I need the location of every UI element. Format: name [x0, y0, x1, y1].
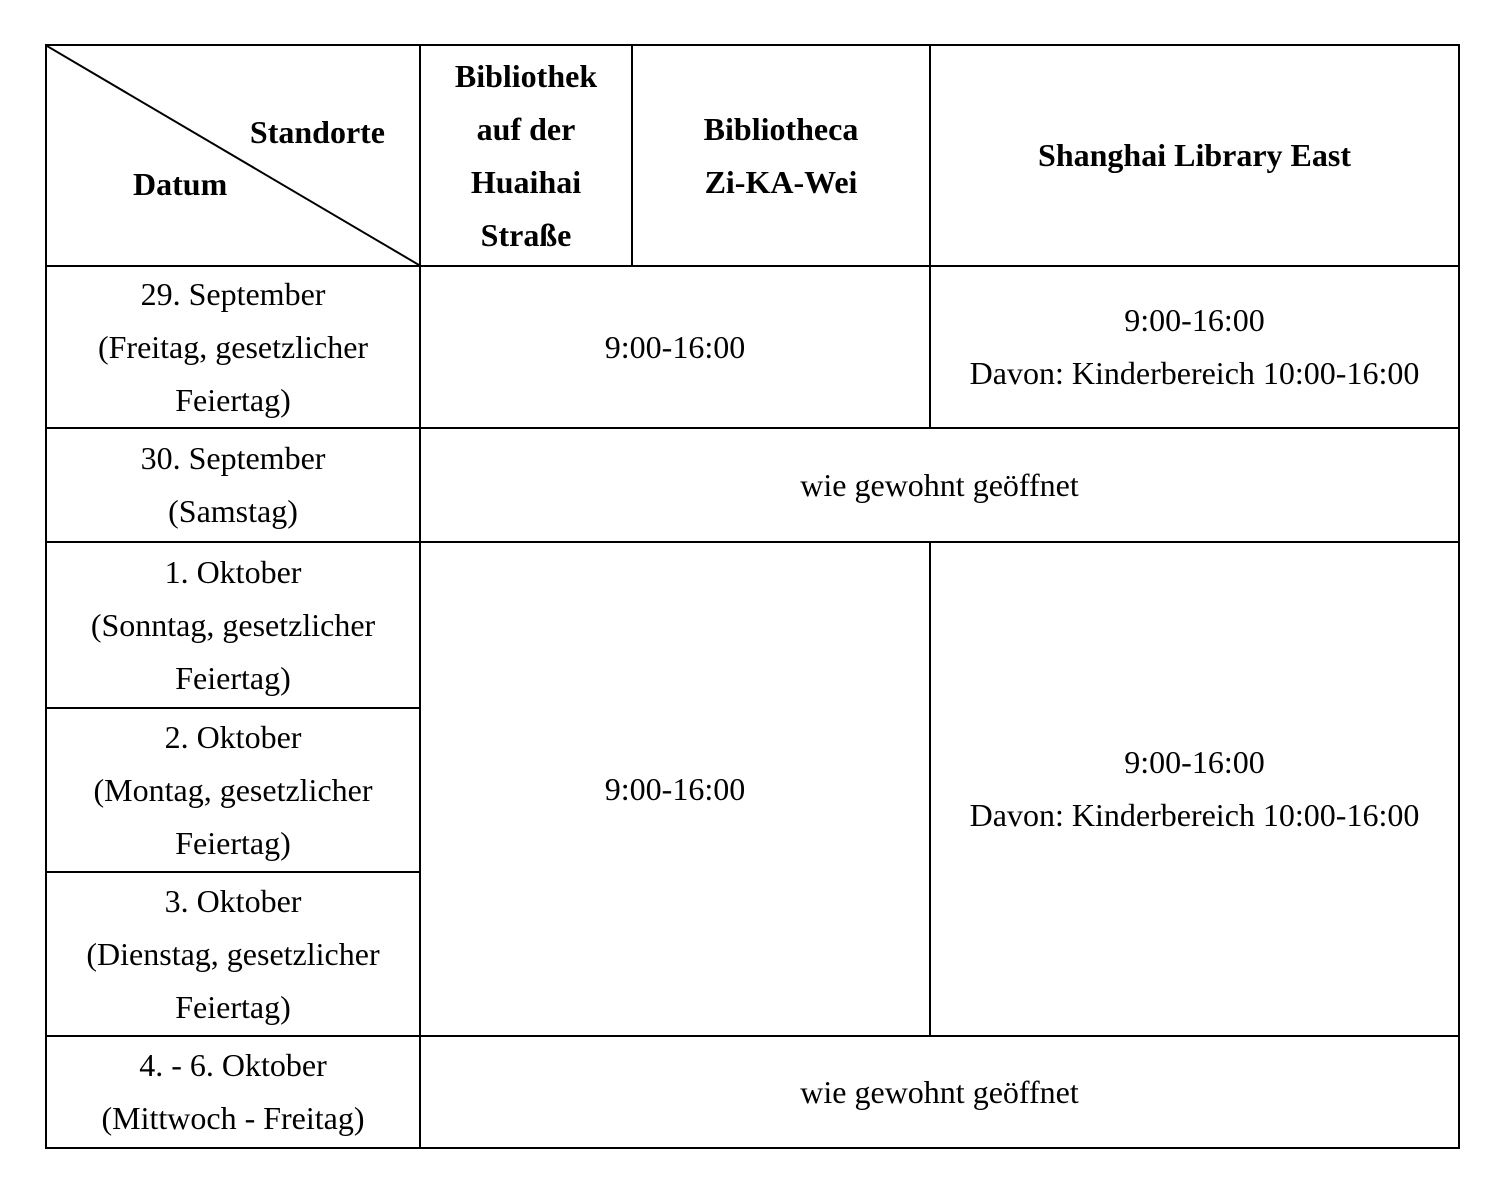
open-as-usual-cell-sep30: wie gewohnt geöffnet [420, 428, 1459, 542]
date-line: 2. Oktober [164, 718, 302, 755]
header-line: Zi-KA-Wei [704, 163, 858, 200]
hours-line: Davon: Kinderbereich 10:00-16:00 [969, 797, 1420, 833]
header-line: Straße [480, 216, 572, 253]
date-line: Feiertag) [175, 381, 291, 418]
date-line: Feiertag) [175, 824, 291, 861]
date-line: (Montag, gesetzlicher [93, 771, 373, 808]
hours-cell-east-oct1-3 [930, 542, 1459, 1036]
hours-cell-east-sep29 [930, 266, 1459, 428]
table-row [46, 266, 1459, 428]
hours-line: Davon: Kinderbereich 10:00-16:00 [969, 355, 1420, 391]
open-as-usual-cell-oct4-6: wie gewohnt geöffnet [420, 1036, 1459, 1148]
date-line: 30. September [140, 440, 326, 476]
date-line: Feiertag) [175, 659, 291, 696]
header-line: Bibliotheca [703, 110, 859, 147]
date-line: Feiertag) [175, 988, 291, 1025]
column-header-east [930, 45, 1459, 266]
date-line: 1. Oktober [164, 553, 302, 590]
hours-line: 9:00-16:00 [1124, 302, 1265, 338]
hours-line: 9:00-16:00 [1124, 744, 1265, 780]
date-cell-sep30 [46, 428, 420, 542]
date-line: 3. Oktober [164, 882, 302, 919]
hours-cell-huaihai-zikawei-sep29: 9:00-16:00 [420, 266, 930, 428]
header-line: Huaihai [470, 163, 582, 200]
date-line: (Dienstag, gesetzlicher [86, 935, 380, 972]
header-line: auf der [476, 110, 576, 147]
date-line: 29. September [140, 275, 326, 312]
diagonal-divider [47, 46, 419, 265]
date-cell-oct3 [46, 872, 420, 1036]
date-line: 4. - 6. Oktober [139, 1047, 327, 1083]
date-line: (Mittwoch - Freitag) [101, 1100, 365, 1136]
date-cell-oct1 [46, 542, 420, 708]
header-line: Bibliothek [454, 57, 598, 94]
header-row [46, 45, 1459, 266]
hours-cell-huaihai-zikawei-oct1-3: 9:00-16:00 [420, 542, 930, 1036]
date-line: (Samstag) [168, 493, 298, 529]
table-row [46, 428, 1459, 542]
locations-label: Standorte [249, 114, 385, 150]
date-cell-oct4-6 [46, 1036, 420, 1148]
header-line: Shanghai Library East [1038, 137, 1351, 173]
column-header-huaihai [420, 45, 632, 266]
column-header-zikawei [632, 45, 930, 266]
table-row [46, 1036, 1459, 1148]
corner-header-cell [46, 45, 420, 266]
date-cell-sep29 [46, 266, 420, 428]
date-cell-oct2 [46, 708, 420, 872]
date-label: Datum [133, 166, 228, 202]
opening-hours-table [45, 44, 1460, 1149]
date-line: (Sonntag, gesetzlicher [90, 606, 376, 643]
table-row [46, 542, 1459, 708]
date-line: (Freitag, gesetzlicher [97, 328, 369, 365]
